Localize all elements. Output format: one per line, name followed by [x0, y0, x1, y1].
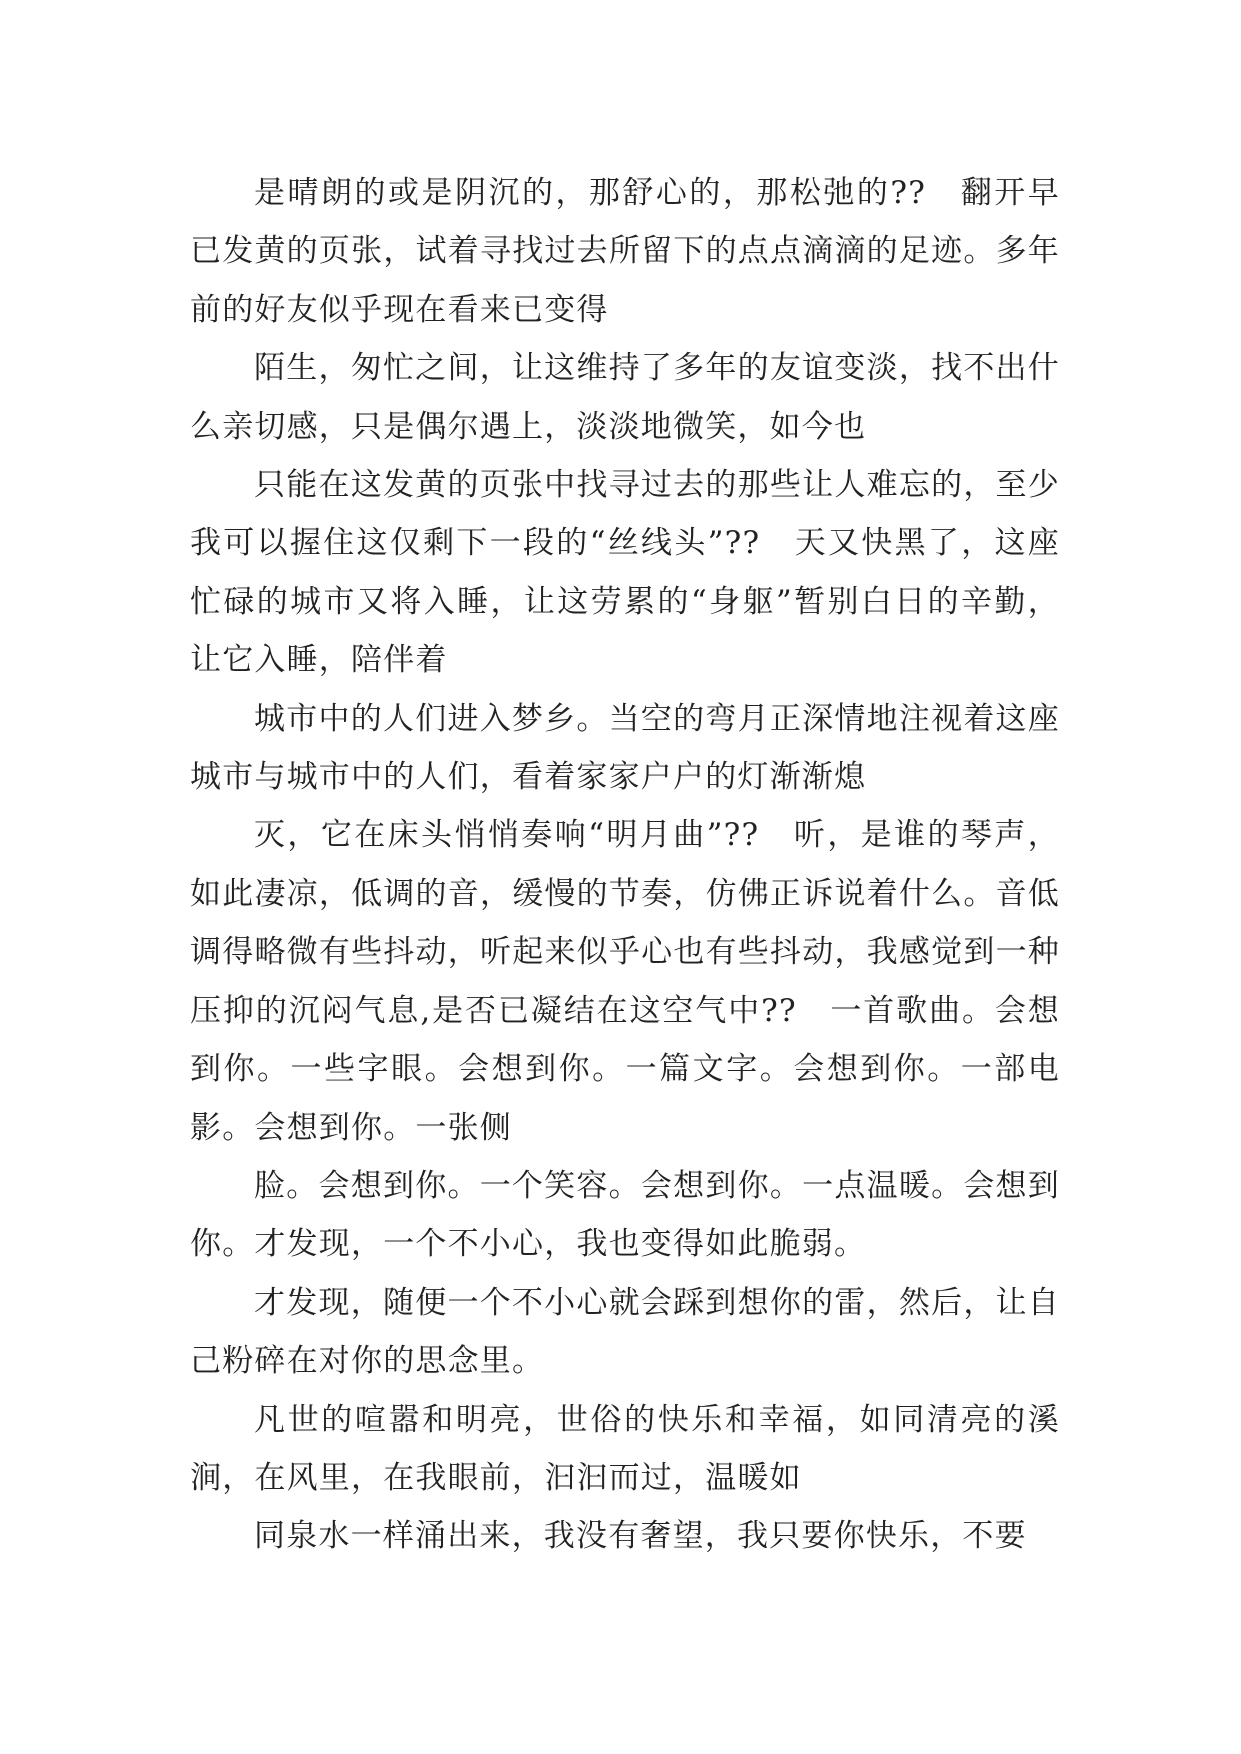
paragraph-7: 才发现，随便一个不小心就会踩到想你的雷，然后，让自己粉碎在对你的思念里。	[190, 1284, 1060, 1380]
document-body	[190, 164, 1060, 1566]
paragraph-8: 凡世的喧嚣和明亮，世俗的快乐和幸福，如同清亮的溪涧，在风里，在我眼前，汩汩而过，温暖如	[190, 1401, 1060, 1496]
paragraph-1: 是晴朗的或是阴沉的，那舒心的，那松弛的?? 翻开早已发黄的页张，试着寻找过去所留下的点点滴滴的足迹。多年前的好友似乎现在看来已变得	[190, 175, 1060, 328]
paragraph-4: 城市中的人们进入梦乡。当空的弯月正深情地注视着这座城市与城市中的人们，看着家家户户的灯渐渐熄	[190, 700, 1060, 796]
paragraph-2: 陌生，匆忙之间，让这维持了多年的友谊变淡，找不出什么亲切感，只是偶尔遇上，淡淡地微笑，如今也	[190, 350, 1060, 445]
paragraph-6: 脸。会想到你。一个笑容。会想到你。一点温暖。会想到你。才发现，一个不小心，我也变得如此脆弱。	[190, 1167, 1060, 1263]
paragraph-5: 灭，它在床头悄悄奏响“明月曲”?? 听，是谁的琴声，如此凄凉，低调的音，缓慢的节奏，仿佛正诉说着什么。音低调得略微有些抖动，听起来似乎心也有些抖动，我感觉到一种压抑的沉闷气息,是否已凝结在这空气中?? 一首歌曲。会想到你。一些字眼。会想到你。一篇文字。会想到你。一部电影。会想到你。一张侧	[190, 817, 1060, 1146]
paragraph-3: 只能在这发黄的页张中找寻过去的那些让人难忘的，至少我可以握住这仅剩下一段的“丝线头”?? 天又快黑了，这座忙碌的城市又将入睡，让这劳累的“身躯”暂别白日的辛勤，让它入睡，陪伴着	[190, 467, 1060, 679]
paragraph-9: 同泉水一样涌出来，我没有奢望，我只要你快乐，不要	[254, 1518, 1027, 1555]
